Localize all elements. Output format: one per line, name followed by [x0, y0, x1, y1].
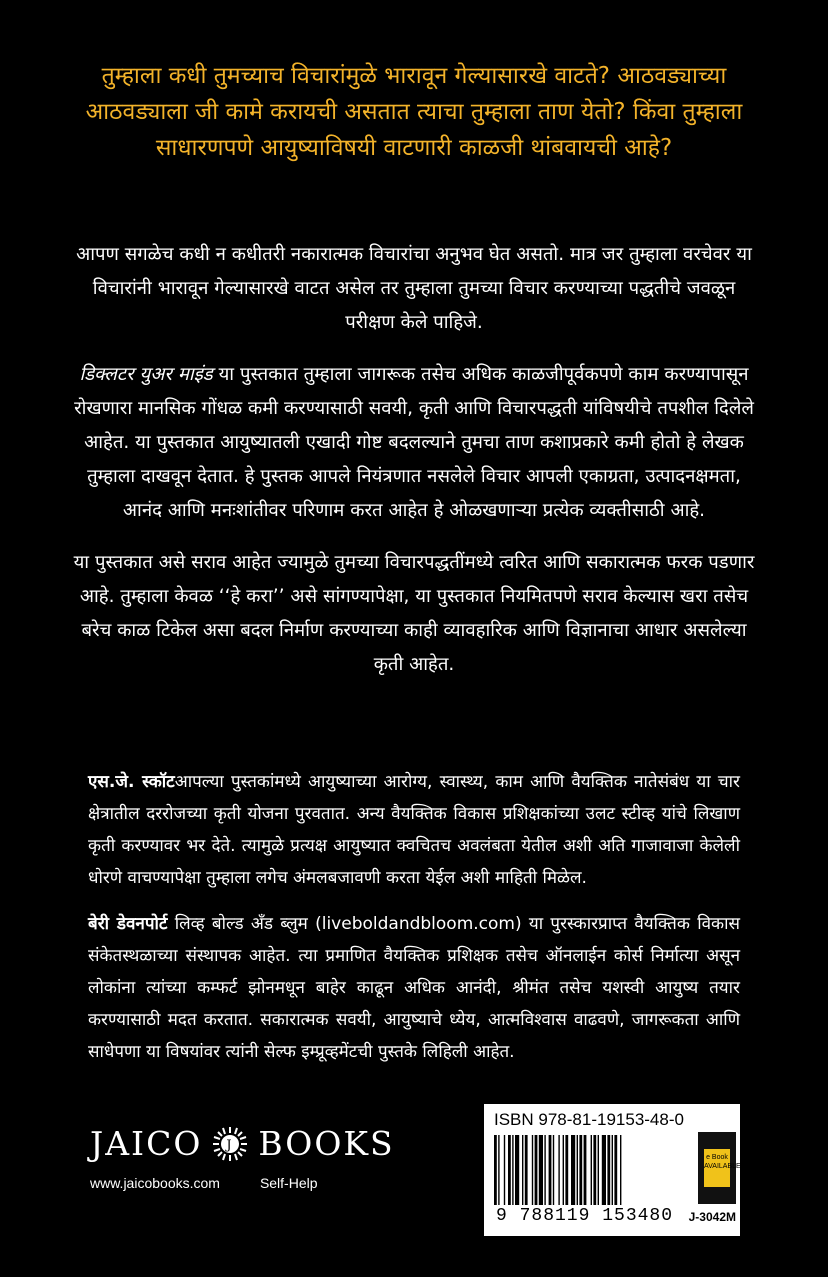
- ebook-badge: [698, 1132, 741, 1204]
- publisher-website: www.jaicobooks.com: [90, 1175, 220, 1191]
- intro-paragraph-1: आपण सगळेच कधी न कधीतरी नकारात्मक विचारांचा अनुभव घेत असतो. मात्र जर तुम्हाला वरचेवर या विचारांनी भारावून गेल्यासारखे वाटत असेल तर तुम्हाला तुमच्या विचार करण्याच्या पद्धतीचे जवळून परीक्षण केले पाहिजे.: [76, 244, 752, 333]
- svg-text:J: J: [226, 1137, 235, 1153]
- publisher-name-left: JAICO: [90, 1124, 203, 1163]
- author-bio-1: [88, 766, 740, 894]
- publisher-block: [90, 1124, 410, 1204]
- author-bios: [88, 766, 740, 1082]
- publisher-info: [90, 1175, 410, 1191]
- isbn-label: ISBN 978-81-19153-48-0: [494, 1110, 684, 1129]
- author-name-2: बेरी डेवनपोर्ट: [88, 914, 168, 934]
- author-name-1: एस.जे. स्कॉट: [88, 772, 175, 792]
- barcode-block: [484, 1104, 740, 1236]
- publisher-name-right: BOOKS: [258, 1124, 395, 1163]
- intro-section: [70, 238, 758, 700]
- sun-logo-icon: [212, 1126, 248, 1162]
- intro-paragraph-2: [70, 358, 758, 528]
- barcode-icon: [494, 1135, 690, 1205]
- book-title: डिक्लटर युअर माइंड: [79, 364, 213, 385]
- intro-paragraph-2-text: या पुस्तकात तुम्हाला जागरूक तसेच अधिक काळजीपूर्वकपणे काम करण्यापासून रोखणारा मानसिक गोंधळ कमी करण्यासाठी सवयी, कृती आणि विचारपद्धती यांविषयीचे तपशील दिलेले आहेत. या पुस्तकात आयुष्यातली एखादी गोष्ट बदलल्याने तुमचा ताण कशाप्रकारे कमी होतो हे लेखक तुम्हाला दाखवून देतात. हे पुस्तक आपले नियंत्रणात नसलेले विचार आपली एकाग्रता, उत्पादनक्षमता, आनंद आणि मनःशांतीवर परिणाम करत आहेत हे ओळखणाऱ्या प्रत्येक व्यक्तीसाठी आहे.: [74, 364, 754, 521]
- intro-paragraph-3: या पुस्तकात असे सराव आहेत ज्यामुळे तुमच्या विचारपद्धतींमध्ये त्वरित आणि सकारात्मक फरक पडणार आहे. तुम्हाला केवळ ‘‘हे करा’’ असे सांगण्यापेक्षा, या पुस्तकात नियमितपणे सराव केल्यास खरा तसेच बरेच काळ टिकेल असा बदल निर्माण करण्याच्या काही व्यावहारिक आणि विज्ञानाचा आधार असलेल्या कृती आहेत.: [73, 552, 755, 675]
- ebook-available-icon: e Book AVAILABLE: [704, 1149, 730, 1187]
- product-code: J-3042M: [688, 1210, 736, 1224]
- book-category: Self-Help: [259, 1175, 318, 1191]
- barcode-digits: 9 788119 153480: [496, 1206, 674, 1226]
- headline-teaser: तुम्हाला कधी तुमच्याच विचारांमुळे भारावून गेल्यासारखे वाटते? आठवड्याच्या आठवड्याला जी कामे करायची असतात त्याचा तुम्हाला ताण येतो? किंवा तुम्हाला साधारणपणे आयुष्याविषयी वाटणारी काळजी थांबवायची आहे?: [85, 63, 743, 161]
- author-bio-1-text: आपल्या पुस्तकांमध्ये आयुष्याच्या आरोग्य, स्वास्थ्य, काम आणि वैयक्तिक नातेसंबंध या चार क्षेत्रातील दररोजच्या कृती योजना पुरवतात. अन्य वैयक्तिक विकास प्रशिक्षकांच्या उलट स्टीव्ह यांचे लिखाण कृती करण्यावर भर देते. त्यामुळे प्रत्यक्ष आयुष्यात क्वचितच अवलंबता येतील अशी अति गाजावाजा केलेली धोरणे वाचण्यापेक्षा तुम्हाला लगेच अंमलबजावणी करता येईल अशी माहिती मिळेल.: [88, 772, 740, 888]
- author-bio-2-text: लिव्ह बोल्ड अँड ब्लुम (liveboldandbloom.com) या पुरस्कारप्राप्त वैयक्तिक विकास संकेतस्थळाच्या संस्थापक आहेत. त्या प्रमाणित वैयक्तिक प्रशिक्षक तसेच ऑनलाईन कोर्स निर्मात्या असून लोकांना त्यांच्या कम्फर्ट झोनमधून बाहेर काढून अधिक आनंदी, श्रीमंत तसेच यशस्वी आयुष्य तयार करण्यासाठी मदत करतात. सकारात्मक सवयी, आयुष्याचे ध्येय, आत्मविश्वास वाढवणे, जागरूकता आणि साधेपणा या विषयांवर त्यांनी सेल्फ इम्प्रूव्हमेंटची पुस्तके लिहिली आहेत.: [88, 914, 740, 1062]
- author-bio-2: [88, 908, 740, 1068]
- publisher-logo: [90, 1124, 410, 1163]
